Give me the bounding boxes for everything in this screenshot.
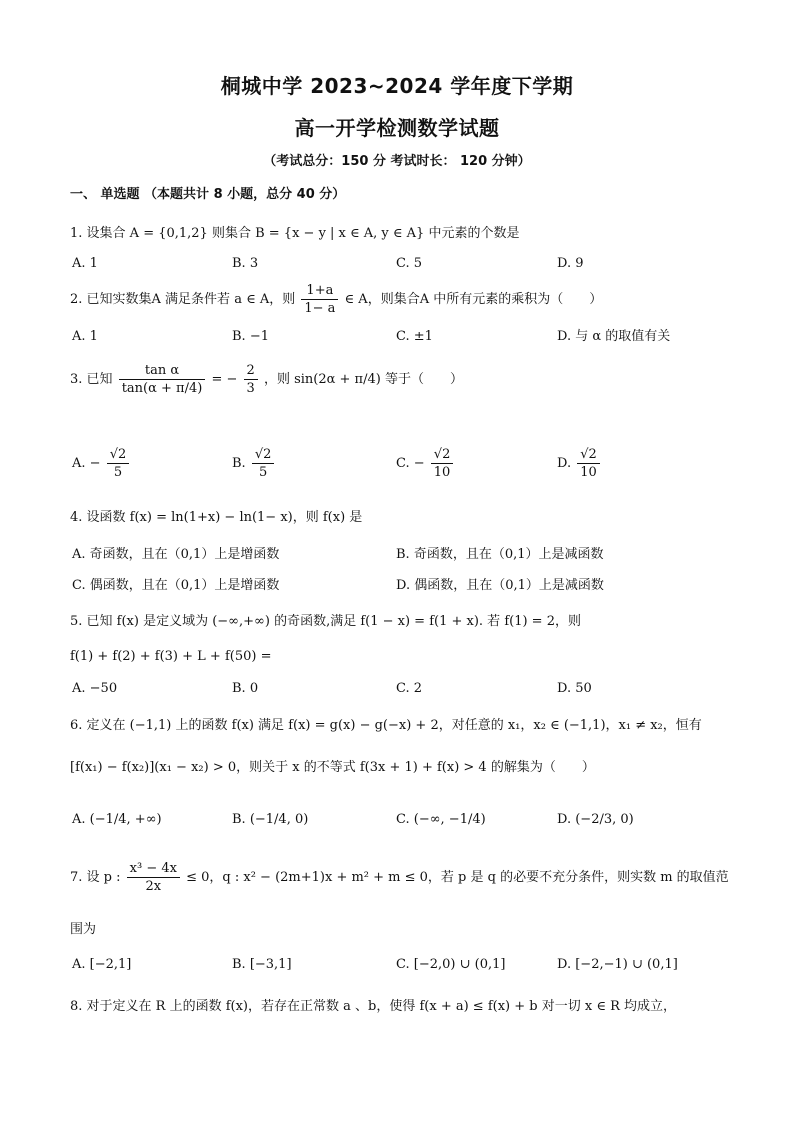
question-4-option-c: C. 偶函数，且在（0,1）上是增函数 (72, 578, 280, 593)
question-3-option-a-fraction (107, 446, 130, 481)
question-2-option-a: A. 1 (72, 329, 98, 344)
question-7-stem (70, 860, 729, 895)
question-5-option-b: B. 0 (232, 681, 259, 696)
question-5-stem-continued: f(1) + f(2) + f(3) + L + f(50) = (70, 649, 272, 664)
question-5-option-c: C. 2 (396, 681, 423, 696)
question-2-fraction-denominator: 1− a (304, 301, 336, 316)
question-3-option-d-numerator: √2 (577, 446, 600, 464)
question-3-option-c-numerator: √2 (431, 446, 454, 464)
question-6-stem: 6. 定义在 (−1,1) 上的函数 f(x) 满足 f(x) = g(x) − g(−x) + 2，对任意的 x₁，x₂ ∈ (−1,1)，x₁ ≠ x₂，恒有 (70, 718, 702, 733)
question-7-stem-after: ≤ 0，q : x² − (2m+1)x + m² + m ≤ 0，若 p 是 q 的必要不充分条件，则实数 m 的取值范 (186, 870, 729, 885)
question-1-option-b: B. 3 (232, 256, 259, 271)
question-2-fraction (301, 282, 338, 317)
question-6-stem-continued: [f(x₁) − f(x₂)](x₁ − x₂) > 0，则关于 x 的不等式 f(3x + 1) + f(x) > 4 的解集为（ ） (70, 760, 595, 775)
question-3-option-a-numerator: √2 (107, 446, 130, 464)
question-3-option-b-prefix: B. (232, 456, 250, 471)
question-3-option-b (232, 446, 276, 481)
question-5-stem: 5. 已知 f(x) 是定义域为 (−∞,+∞) 的奇函数,满足 f(1 − x) = f(1 + x). 若 f(1) = 2，则 (70, 614, 581, 629)
question-2-stem (70, 282, 602, 317)
question-7-option-b: B. [−3,1] (232, 957, 292, 972)
question-3-stem-before: 3. 已知 (70, 372, 113, 387)
question-3-option-c (396, 446, 455, 481)
question-7-fraction-denominator: 2x (145, 879, 162, 894)
question-3-stem-mid: = − (211, 372, 238, 387)
question-3-option-c-denominator: 10 (433, 465, 451, 480)
question-3-fraction-denominator: tan(α + π/4) (121, 381, 203, 396)
question-3-fraction-value-denominator: 3 (246, 381, 255, 396)
exam-paper-title: 高一开学检测数学试题 (294, 116, 500, 140)
question-2-stem-before: 2. 已知实数集A 满足条件若 a ∈ A，则 (70, 292, 296, 307)
question-6-option-c: C. (−∞, −1/4) (396, 812, 486, 827)
question-3-option-d-denominator: 10 (580, 465, 597, 480)
question-7-fraction (127, 860, 180, 895)
question-5-option-a: A. −50 (72, 681, 118, 696)
question-3-option-d (557, 446, 602, 481)
question-3-stem-after: ，则 sin(2α + π/4) 等于（ ） (263, 372, 463, 387)
question-1-option-d: D. 9 (557, 256, 584, 271)
question-7-option-a: A. [−2,1] (72, 957, 132, 972)
question-1-option-c: C. 5 (396, 256, 423, 271)
question-4-stem: 4. 设函数 f(x) = ln(1+x) − ln(1− x)，则 f(x) 是 (70, 510, 363, 525)
question-3-option-a-denominator: 5 (113, 465, 123, 480)
question-7-stem-continued: 围为 (70, 922, 97, 937)
question-3-fraction-value-numerator: 2 (244, 362, 258, 380)
question-3-option-a-prefix: A. − (72, 456, 101, 471)
question-1-option-a: A. 1 (72, 256, 98, 271)
question-4-option-d: D. 偶函数，且在（0,1）上是减函数 (396, 578, 604, 593)
question-3-fraction-value (244, 362, 258, 397)
question-7-fraction-numerator: x³ − 4x (127, 860, 180, 878)
question-4-option-a: A. 奇函数，且在（0,1）上是增函数 (72, 547, 280, 562)
question-3-option-b-fraction (252, 446, 275, 481)
question-3-option-c-prefix: C. − (396, 456, 425, 471)
question-1-stem: 1. 设集合 A = {0,1,2} 则集合 B = {x − y | x ∈ A, y ∈ A} 中元素的个数是 (70, 226, 520, 241)
question-2-stem-after: ∈ A，则集合A 中所有元素的乘积为（ ） (344, 292, 603, 307)
exam-info: （考试总分：150 分 考试时长： 120 分钟） (263, 154, 531, 169)
question-3-option-a (72, 446, 131, 481)
question-2-option-c: C. ±1 (396, 329, 433, 344)
question-3-stem (70, 362, 463, 397)
question-3-option-b-numerator: √2 (252, 446, 275, 464)
question-3-option-d-fraction (577, 446, 600, 481)
section-heading: 一、 单选题 （本题共计 8 小题，总分 40 分） (70, 187, 346, 202)
question-4-option-b: B. 奇函数，且在（0,1）上是减函数 (396, 547, 604, 562)
question-7-option-c: C. [−2,0) ∪ (0,1] (396, 957, 506, 972)
question-6-option-a: A. (−1/4, +∞) (72, 812, 162, 827)
question-5-option-d: D. 50 (557, 681, 592, 696)
exam-school-title: 桐城中学 2023~2024 学年度下学期 (220, 74, 574, 98)
question-2-option-d: D. 与 α 的取值有关 (557, 329, 671, 344)
question-8-stem: 8. 对于定义在 R 上的函数 f(x)，若存在正常数 a 、b，使得 f(x + a) ≤ f(x) + b 对一切 x ∈ R 均成立， (70, 999, 676, 1014)
question-3-option-b-denominator: 5 (258, 465, 268, 480)
question-2-fraction-numerator: 1+a (301, 282, 338, 300)
question-3-fraction-numerator: tan α (119, 362, 206, 380)
question-3-option-d-prefix: D. (557, 456, 576, 471)
question-6-option-b: B. (−1/4, 0) (232, 812, 309, 827)
question-3-fraction (119, 362, 206, 397)
question-2-option-b: B. −1 (232, 329, 269, 344)
question-3-option-c-fraction (431, 446, 454, 481)
question-7-option-d: D. [−2,−1) ∪ (0,1] (557, 957, 678, 972)
question-6-option-d: D. (−2/3, 0) (557, 812, 634, 827)
question-7-stem-before: 7. 设 p : (70, 870, 121, 885)
